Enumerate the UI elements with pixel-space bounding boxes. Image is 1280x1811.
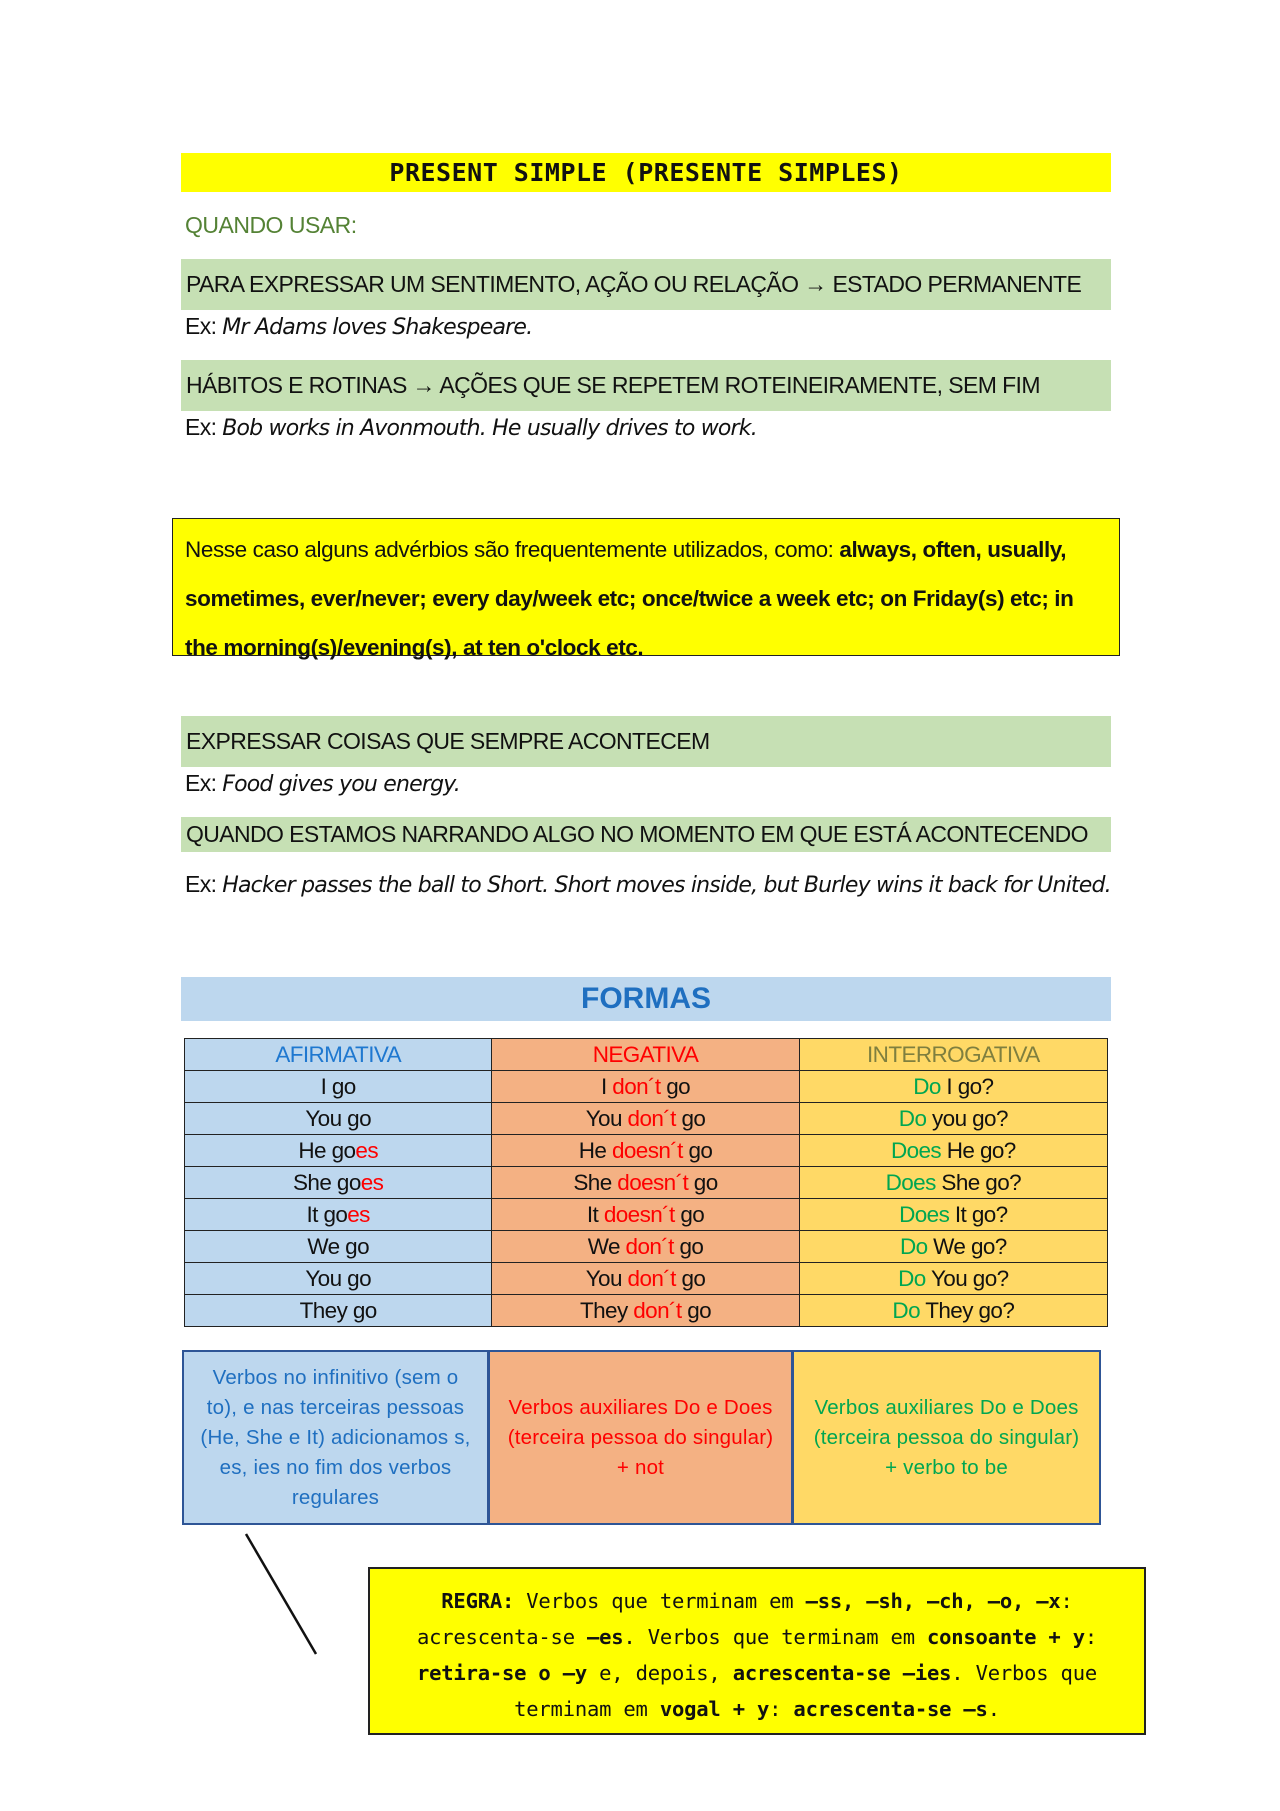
int-aux: Do xyxy=(892,1297,920,1323)
neg-aux: don´t xyxy=(625,1233,674,1259)
example-sentence: Bob works in Avonmouth. He usually drives to work. xyxy=(222,416,757,441)
cell-interrogative xyxy=(799,1199,1107,1231)
example-prefix: Ex: xyxy=(185,414,217,440)
rule-box xyxy=(368,1567,1146,1735)
cell-interrogative xyxy=(799,1071,1107,1103)
adverbs-list: always, often, usually, sometimes, ever/never; every day/week etc; once/twice a week etc; on Friday(s) etc; in the morning(s)/evening(s), at ten o'clock etc. xyxy=(185,537,1074,660)
int-aux: Does xyxy=(885,1169,936,1195)
cell-interrogative xyxy=(799,1295,1107,1327)
example-prefix: Ex: xyxy=(185,871,217,897)
cell-negative xyxy=(492,1103,799,1135)
int-aux: Does xyxy=(890,1137,942,1163)
rule-emphasis: vogal + y xyxy=(659,1697,770,1721)
cell-affirmative xyxy=(185,1167,492,1199)
neg-subject: They xyxy=(579,1297,628,1323)
neg-aux: don´t xyxy=(612,1073,661,1099)
note-affirmative: Verbos no infinitivo (sem o to), e nas terceiras pessoas (He, She e It) adicionamos s, es, ies no fim dos verbos regulares xyxy=(182,1350,489,1525)
neg-verb: go xyxy=(666,1073,691,1099)
cell-affirmative xyxy=(185,1071,492,1103)
cell-affirmative xyxy=(185,1295,492,1327)
use-heading-3: EXPRESSAR COISAS QUE SEMPRE ACONTECEM xyxy=(181,716,1111,767)
rule-text: : xyxy=(769,1697,794,1721)
neg-subject: He xyxy=(578,1137,607,1163)
rule-text: : acrescenta-se xyxy=(416,1589,1073,1649)
table-row xyxy=(185,1103,1108,1135)
neg-aux: don´t xyxy=(627,1265,676,1291)
neg-subject: She xyxy=(573,1169,612,1195)
cell-negative xyxy=(492,1199,799,1231)
int-rest: We go? xyxy=(933,1233,1007,1259)
int-aux: Do xyxy=(898,1105,927,1131)
rule-text: . xyxy=(987,1697,1000,1721)
neg-aux: doesn´t xyxy=(603,1201,675,1227)
neg-subject: You xyxy=(585,1105,622,1131)
neg-verb: go xyxy=(680,1201,705,1227)
note-negative: Verbos auxiliares Do e Does (terceira pessoa do singular) + not xyxy=(488,1350,793,1525)
int-rest: you go? xyxy=(932,1105,1008,1131)
use-heading-4: QUANDO ESTAMOS NARRANDO ALGO NO MOMENTO EM QUE ESTÁ ACONTECENDO xyxy=(181,817,1111,852)
int-aux: Do xyxy=(899,1233,928,1259)
example-prefix: Ex: xyxy=(185,313,217,339)
neg-verb: go xyxy=(693,1169,718,1195)
pointer-line xyxy=(240,1530,320,1660)
adverbs-box xyxy=(172,518,1120,660)
cell-negative xyxy=(492,1071,799,1103)
rule-emphasis: retira-se o –y xyxy=(417,1661,587,1685)
rule-emphasis: –ss, –sh, –ch, –o, –x xyxy=(805,1589,1061,1613)
use-example-1 xyxy=(185,313,532,340)
rule-emphasis: acrescenta-se –s xyxy=(793,1697,988,1721)
neg-verb: go xyxy=(688,1137,713,1163)
neg-aux: doesn´t xyxy=(611,1137,683,1163)
example-sentence: Food gives you energy. xyxy=(222,772,460,797)
neg-subject: We xyxy=(587,1233,620,1259)
aff-base: We go xyxy=(307,1233,369,1259)
rule-text: . Verbos que terminam em xyxy=(514,1661,1097,1721)
cell-interrogative xyxy=(799,1231,1107,1263)
cell-interrogative xyxy=(799,1103,1107,1135)
cell-affirmative xyxy=(185,1263,492,1295)
neg-aux: don´t xyxy=(633,1297,682,1323)
table-row xyxy=(185,1071,1108,1103)
rule-text: . Verbos que terminam em xyxy=(623,1625,927,1649)
aff-base: It go xyxy=(306,1201,348,1227)
table-row xyxy=(185,1135,1108,1167)
aff-suffix: es xyxy=(347,1201,370,1227)
cell-negative xyxy=(492,1231,799,1263)
page-title: PRESENT SIMPLE (PRESENTE SIMPLES) xyxy=(181,153,1111,192)
use-heading-2: HÁBITOS E ROTINAS → AÇÕES QUE SE REPETEM ROTEINEIRAMENTE, SEM FIM xyxy=(181,360,1111,411)
int-rest: I go? xyxy=(946,1073,994,1099)
aff-base: You go xyxy=(305,1105,371,1131)
table-row xyxy=(185,1199,1108,1231)
header-affirmative: AFIRMATIVA xyxy=(185,1039,492,1071)
neg-subject: I xyxy=(600,1073,607,1099)
aff-base: He go xyxy=(298,1137,356,1163)
table-header-row xyxy=(185,1039,1108,1071)
when-to-use-label: QUANDO USAR: xyxy=(185,212,357,238)
cell-affirmative xyxy=(185,1103,492,1135)
rule-emphasis: –es xyxy=(586,1625,624,1649)
neg-verb: go xyxy=(687,1297,712,1323)
table-row xyxy=(185,1231,1108,1263)
cell-interrogative xyxy=(799,1135,1107,1167)
cell-affirmative xyxy=(185,1199,492,1231)
aff-base: I go xyxy=(320,1073,356,1099)
cell-interrogative xyxy=(799,1263,1107,1295)
cell-negative xyxy=(492,1263,799,1295)
neg-aux: doesn´t xyxy=(617,1169,689,1195)
cell-affirmative xyxy=(185,1231,492,1263)
cell-negative xyxy=(492,1167,799,1199)
int-rest: He go? xyxy=(946,1137,1016,1163)
header-negative: NEGATIVA xyxy=(492,1039,799,1071)
int-aux: Does xyxy=(899,1201,950,1227)
neg-verb: go xyxy=(679,1233,704,1259)
neg-aux: don´t xyxy=(627,1105,676,1131)
cell-affirmative xyxy=(185,1135,492,1167)
aff-base: You go xyxy=(305,1265,371,1291)
cell-negative xyxy=(492,1135,799,1167)
rule-text: : xyxy=(1084,1625,1097,1649)
pointer-stroke xyxy=(246,1534,316,1654)
rule-text: e, depois, xyxy=(587,1661,733,1685)
table-row xyxy=(185,1263,1108,1295)
example-sentence: Mr Adams loves Shakespeare. xyxy=(222,315,533,340)
use-example-3 xyxy=(185,770,460,797)
int-aux: Do xyxy=(898,1265,926,1291)
rule-label: REGRA: xyxy=(441,1589,515,1613)
cell-negative xyxy=(492,1295,799,1327)
example-sentence: Hacker passes the ball to Short. Short moves inside, but Burley wins it back for United. xyxy=(222,873,1111,898)
neg-verb: go xyxy=(681,1105,706,1131)
int-rest: They go? xyxy=(925,1297,1015,1323)
neg-subject: You xyxy=(585,1265,622,1291)
int-rest: She go? xyxy=(941,1169,1022,1195)
neg-subject: It xyxy=(586,1201,599,1227)
rule-text: Verbos que terminam em xyxy=(514,1589,806,1613)
conjugation-table xyxy=(184,1038,1108,1327)
aff-base: They go xyxy=(299,1297,377,1323)
aff-base: She go xyxy=(293,1169,361,1195)
rule-emphasis: consoante + y xyxy=(926,1625,1085,1649)
use-example-2 xyxy=(185,414,757,441)
cell-interrogative xyxy=(799,1167,1107,1199)
aff-suffix: es xyxy=(355,1137,378,1163)
note-interrogative: Verbos auxiliares Do e Does (terceira pessoa do singular) + verbo to be xyxy=(792,1350,1101,1525)
use-heading-1: PARA EXPRESSAR UM SENTIMENTO, AÇÃO OU RELAÇÃO → ESTADO PERMANENTE xyxy=(181,259,1111,310)
header-interrogative: INTERROGATIVA xyxy=(799,1039,1107,1071)
table-row xyxy=(185,1167,1108,1199)
int-aux: Do xyxy=(913,1073,941,1099)
use-example-4 xyxy=(185,871,1111,898)
aff-suffix: es xyxy=(360,1169,384,1195)
neg-verb: go xyxy=(681,1265,706,1291)
example-prefix: Ex: xyxy=(185,770,217,796)
int-rest: You go? xyxy=(930,1265,1009,1291)
rule-emphasis: acrescenta-se –ies xyxy=(732,1661,952,1685)
table-row xyxy=(185,1295,1108,1327)
adverbs-intro: Nesse caso alguns advérbios são frequentemente utilizados, como: xyxy=(185,537,840,562)
int-rest: It go? xyxy=(954,1201,1008,1227)
formas-title: FORMAS xyxy=(181,977,1111,1021)
